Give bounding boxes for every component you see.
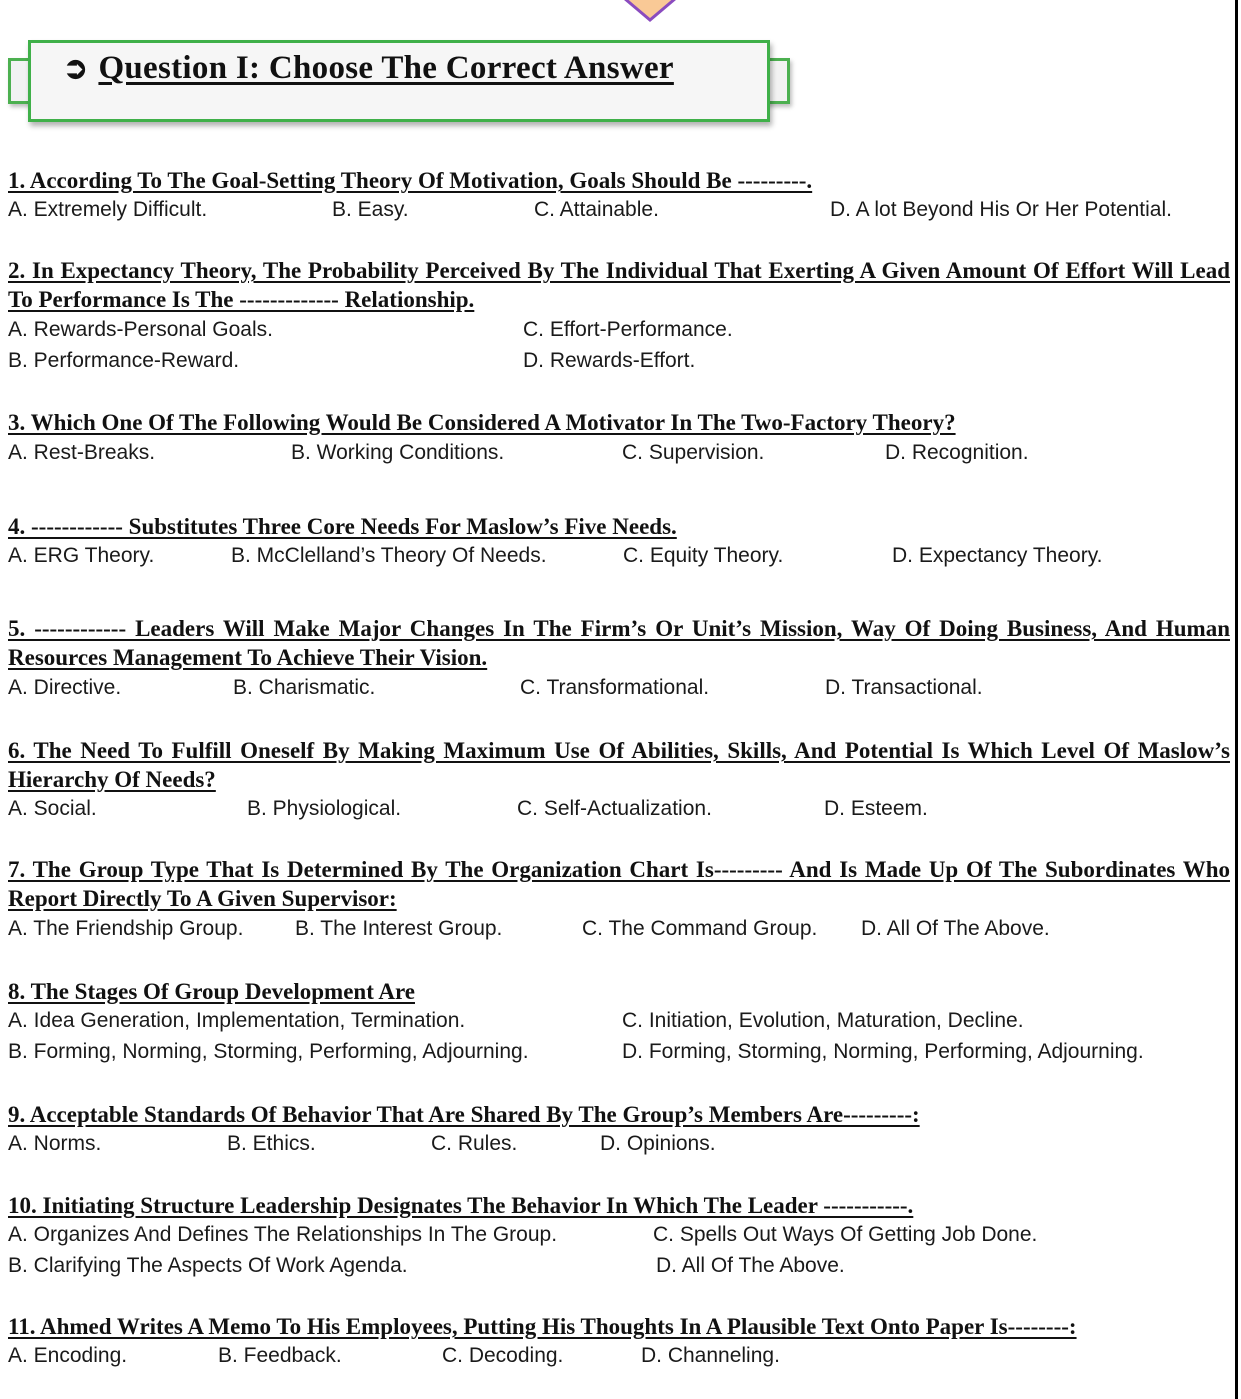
q9-option-c[interactable]: C. Rules.: [431, 1132, 518, 1155]
q8-option-b[interactable]: B. Forming, Norming, Storming, Performing, Adjourning.: [8, 1040, 529, 1063]
q8-option-d[interactable]: D. Forming, Storming, Norming, Performing, Adjourning.: [622, 1040, 1144, 1063]
q1-option-d[interactable]: D. A lot Beyond His Or Her Potential.: [830, 198, 1172, 221]
q4-option-d[interactable]: D. Expectancy Theory.: [892, 544, 1103, 567]
question-8: 8. The Stages Of Group Development Are: [8, 979, 415, 1004]
q9-option-b[interactable]: B. Ethics.: [227, 1132, 316, 1155]
question-1: 1. According To The Goal-Setting Theory Of Motivation, Goals Should Be ---------.: [8, 168, 813, 193]
q8-option-c[interactable]: C. Initiation, Evolution, Maturation, Decline.: [622, 1009, 1024, 1032]
q9-option-d[interactable]: D. Opinions.: [600, 1132, 716, 1155]
q4-option-c[interactable]: C. Equity Theory.: [623, 544, 784, 567]
q7-option-c[interactable]: C. The Command Group.: [582, 917, 818, 940]
question-6: 6. The Need To Fulfill Oneself By Making Maximum Use Of Abilities, Skills, And Potential Is Which Level Of Maslow’s Hierarchy Of Needs?: [8, 738, 1230, 792]
q3-option-c[interactable]: C. Supervision.: [622, 441, 765, 464]
q7-option-b[interactable]: B. The Interest Group.: [295, 917, 503, 940]
q10-option-c[interactable]: C. Spells Out Ways Of Getting Job Done.: [653, 1223, 1038, 1246]
q6-option-d[interactable]: D. Esteem.: [824, 797, 928, 820]
page-border-right: [1235, 0, 1238, 1399]
q4-option-a[interactable]: A. ERG Theory.: [8, 544, 155, 567]
section-header: [8, 50, 790, 106]
q2-option-c[interactable]: C. Effort-Performance.: [523, 318, 733, 341]
question-7: 7. The Group Type That Is Determined By The Organization Chart Is--------- And Is Made Up Of The Subordinates Who Report Directly To A Given Supervisor:: [8, 857, 1230, 911]
q8-option-a[interactable]: A. Idea Generation, Implementation, Termination.: [8, 1009, 466, 1032]
q2-option-a[interactable]: A. Rewards-Personal Goals.: [8, 318, 273, 341]
section-title-text: Question I: Choose The Correct Answer: [98, 50, 674, 86]
q11-option-d[interactable]: D. Channeling.: [641, 1344, 780, 1367]
q3-option-b[interactable]: B. Working Conditions.: [291, 441, 505, 464]
q10-option-b[interactable]: B. Clarifying The Aspects Of Work Agenda.: [8, 1254, 408, 1277]
question-11: 11. Ahmed Writes A Memo To His Employees, Putting His Thoughts In A Plausible Text Onto Paper Is--------:: [8, 1314, 1077, 1339]
q11-option-a[interactable]: A. Encoding.: [8, 1344, 128, 1367]
decorative-shape-icon: [620, 0, 680, 24]
q5-option-a[interactable]: A. Directive.: [8, 676, 122, 699]
q6-option-b[interactable]: B. Physiological.: [247, 797, 402, 820]
q3-option-d[interactable]: D. Recognition.: [885, 441, 1029, 464]
question-4: 4. ------------ Substitutes Three Core Needs For Maslow’s Five Needs.: [8, 514, 677, 539]
q1-option-a[interactable]: A. Extremely Difficult.: [8, 198, 208, 221]
q10-option-a[interactable]: A. Organizes And Defines The Relationships In The Group.: [8, 1223, 558, 1246]
header-card: [28, 40, 770, 122]
q6-option-c[interactable]: C. Self-Actualization.: [517, 797, 712, 820]
q4-option-b[interactable]: B. McClelland’s Theory Of Needs.: [231, 544, 547, 567]
question-9: 9. Acceptable Standards Of Behavior That Are Shared By The Group’s Members Are---------:: [8, 1102, 920, 1127]
q1-option-c[interactable]: C. Attainable.: [534, 198, 659, 221]
q7-option-d[interactable]: D. All Of The Above.: [861, 917, 1050, 940]
q11-option-b[interactable]: B. Feedback.: [218, 1344, 342, 1367]
q5-option-b[interactable]: B. Charismatic.: [233, 676, 376, 699]
q11-option-c[interactable]: C. Decoding.: [442, 1344, 564, 1367]
question-3: 3. Which One Of The Following Would Be Considered A Motivator In The Two-Factory Theory?: [8, 410, 956, 435]
question-2: 2. In Expectancy Theory, The Probability Perceived By The Individual That Exerting A Given Amount Of Effort Will Lead To Performance Is The ------------- Relationship.: [8, 258, 1230, 312]
q2-option-b[interactable]: B. Performance-Reward.: [8, 349, 240, 372]
q3-option-a[interactable]: A. Rest-Breaks.: [8, 441, 156, 464]
q6-option-a[interactable]: A. Social.: [8, 797, 97, 820]
question-5: 5. ------------ Leaders Will Make Major Changes In The Firm’s Or Unit’s Mission, Way Of Doing Business, And Human Resources Management To Achieve Their Vision.: [8, 616, 1230, 670]
arrow-icon: ➲: [63, 52, 89, 85]
q10-option-d[interactable]: D. All Of The Above.: [656, 1254, 845, 1277]
q2-option-d[interactable]: D. Rewards-Effort.: [523, 349, 696, 372]
q5-option-c[interactable]: C. Transformational.: [520, 676, 710, 699]
q7-option-a[interactable]: A. The Friendship Group.: [8, 917, 244, 940]
q9-option-a[interactable]: A. Norms.: [8, 1132, 102, 1155]
question-10: 10. Initiating Structure Leadership Designates The Behavior In Which The Leader -----------.: [8, 1193, 914, 1218]
q5-option-d[interactable]: D. Transactional.: [825, 676, 983, 699]
section-title: [63, 50, 674, 87]
q1-option-b[interactable]: B. Easy.: [332, 198, 409, 221]
